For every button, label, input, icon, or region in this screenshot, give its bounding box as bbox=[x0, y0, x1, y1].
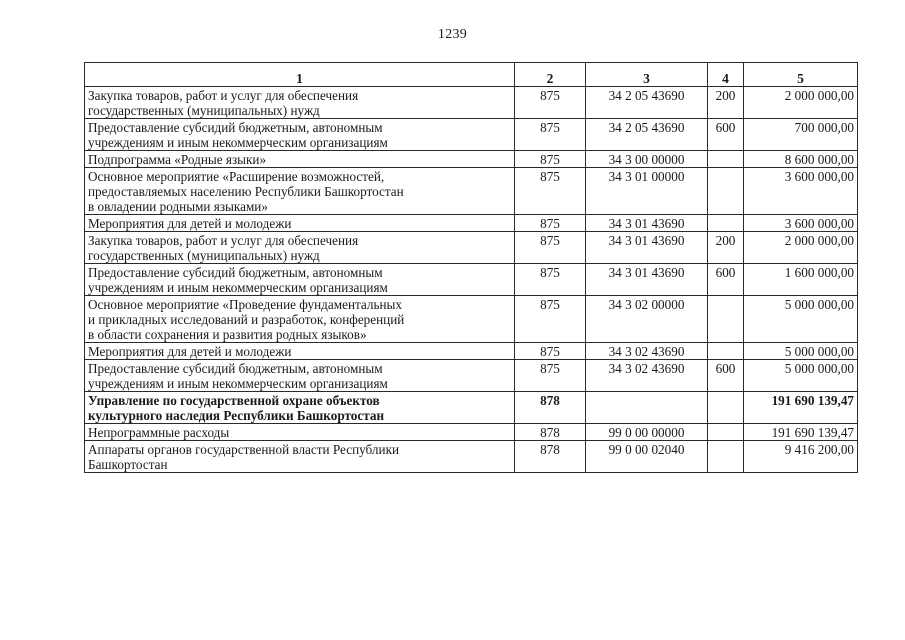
table-row bbox=[85, 264, 858, 296]
row-target-code bbox=[586, 392, 708, 424]
row-name bbox=[85, 296, 515, 343]
table-row-agency bbox=[85, 392, 858, 424]
row-name-line: учреждениям и иным некоммерческим организациям bbox=[88, 376, 388, 391]
row-name bbox=[85, 168, 515, 215]
row-target-code: 34 2 05 43690 bbox=[586, 119, 708, 151]
row-expense-type bbox=[708, 343, 744, 360]
row-amount: 5 000 000,00 bbox=[744, 343, 858, 360]
row-target-code: 34 3 01 43690 bbox=[586, 215, 708, 232]
row-admin-code: 875 bbox=[515, 215, 586, 232]
row-amount: 2 000 000,00 bbox=[744, 232, 858, 264]
row-target-code: 34 3 01 43690 bbox=[586, 264, 708, 296]
row-expense-type: 600 bbox=[708, 119, 744, 151]
row-name-line: Предоставление субсидий бюджетным, автономным bbox=[88, 361, 383, 376]
header-col-2: 2 bbox=[515, 63, 586, 87]
row-name-line: Мероприятия для детей и молодежи bbox=[88, 216, 292, 231]
row-name-line: Основное мероприятие «Расширение возможностей, bbox=[88, 169, 385, 184]
table-row bbox=[85, 424, 858, 441]
row-amount: 191 690 139,47 bbox=[744, 392, 858, 424]
row-name bbox=[85, 264, 515, 296]
row-target-code: 34 2 05 43690 bbox=[586, 87, 708, 119]
header-col-5: 5 bbox=[744, 63, 858, 87]
row-admin-code: 878 bbox=[515, 424, 586, 441]
row-target-code: 34 3 02 00000 bbox=[586, 296, 708, 343]
row-amount: 8 600 000,00 bbox=[744, 151, 858, 168]
row-expense-type bbox=[708, 441, 744, 473]
row-name bbox=[85, 441, 515, 473]
row-amount: 5 000 000,00 bbox=[744, 296, 858, 343]
row-expense-type bbox=[708, 215, 744, 232]
header-col-1: 1 bbox=[85, 63, 515, 87]
row-target-code: 34 3 00 00000 bbox=[586, 151, 708, 168]
row-admin-code: 875 bbox=[515, 360, 586, 392]
row-name bbox=[85, 215, 515, 232]
row-amount: 191 690 139,47 bbox=[744, 424, 858, 441]
row-admin-code: 875 bbox=[515, 264, 586, 296]
row-name bbox=[85, 151, 515, 168]
table-row bbox=[85, 119, 858, 151]
row-admin-code: 875 bbox=[515, 87, 586, 119]
row-expense-type: 600 bbox=[708, 360, 744, 392]
row-name bbox=[85, 119, 515, 151]
row-expense-type bbox=[708, 392, 744, 424]
row-name-line: Закупка товаров, работ и услуг для обеспечения bbox=[88, 88, 359, 103]
row-name-line: учреждениям и иным некоммерческим организациям bbox=[88, 135, 388, 150]
row-admin-code: 878 bbox=[515, 441, 586, 473]
row-name-line: Основное мероприятие «Проведение фундаментальных bbox=[88, 297, 402, 312]
row-admin-code: 875 bbox=[515, 119, 586, 151]
row-target-code: 34 3 01 43690 bbox=[586, 232, 708, 264]
header-col-3: 3 bbox=[586, 63, 708, 87]
row-name-line: Аппараты органов государственной власти Республики bbox=[88, 442, 400, 457]
row-expense-type bbox=[708, 168, 744, 215]
row-target-code: 34 3 02 43690 bbox=[586, 343, 708, 360]
row-name-line: в овладении родными языками» bbox=[88, 199, 268, 214]
row-name-line: Управление по государственной охране объектов bbox=[88, 393, 380, 408]
row-name-line: учреждениям и иным некоммерческим организациям bbox=[88, 280, 388, 295]
row-name bbox=[85, 343, 515, 360]
row-admin-code: 875 bbox=[515, 232, 586, 264]
row-name bbox=[85, 392, 515, 424]
row-target-code: 99 0 00 02040 bbox=[586, 441, 708, 473]
row-name bbox=[85, 87, 515, 119]
row-amount: 700 000,00 bbox=[744, 119, 858, 151]
row-admin-code: 878 bbox=[515, 392, 586, 424]
row-expense-type: 200 bbox=[708, 87, 744, 119]
table-row bbox=[85, 215, 858, 232]
row-name bbox=[85, 232, 515, 264]
row-amount: 3 600 000,00 bbox=[744, 215, 858, 232]
row-name-line: предоставляемых населению Республики Башкортостан bbox=[88, 184, 404, 199]
row-admin-code: 875 bbox=[515, 168, 586, 215]
row-name-line: культурного наследия Республики Башкортостан bbox=[88, 408, 385, 423]
row-expense-type bbox=[708, 424, 744, 441]
row-admin-code: 875 bbox=[515, 151, 586, 168]
row-amount: 2 000 000,00 bbox=[744, 87, 858, 119]
row-admin-code: 875 bbox=[515, 296, 586, 343]
row-name-line: Закупка товаров, работ и услуг для обеспечения bbox=[88, 233, 359, 248]
table-row bbox=[85, 168, 858, 215]
table-row bbox=[85, 360, 858, 392]
row-name bbox=[85, 360, 515, 392]
table-row bbox=[85, 296, 858, 343]
row-name-line: в области сохранения и развития родных языков» bbox=[88, 327, 367, 342]
row-expense-type: 600 bbox=[708, 264, 744, 296]
row-name-line: государственных (муниципальных) нужд bbox=[88, 248, 320, 263]
row-target-code: 34 3 02 43690 bbox=[586, 360, 708, 392]
row-name-line: Предоставление субсидий бюджетным, автономным bbox=[88, 120, 383, 135]
table-row bbox=[85, 151, 858, 168]
row-target-code: 34 3 01 00000 bbox=[586, 168, 708, 215]
row-expense-type bbox=[708, 151, 744, 168]
table-row bbox=[85, 343, 858, 360]
header-col-4: 4 bbox=[708, 63, 744, 87]
table-header-row bbox=[85, 63, 858, 87]
row-name-line: Непрограммные расходы bbox=[88, 425, 230, 440]
row-name bbox=[85, 424, 515, 441]
row-amount: 9 416 200,00 bbox=[744, 441, 858, 473]
row-admin-code: 875 bbox=[515, 343, 586, 360]
row-amount: 3 600 000,00 bbox=[744, 168, 858, 215]
row-name-line: и прикладных исследований и разработок, конференций bbox=[88, 312, 405, 327]
row-name-line: Башкортостан bbox=[88, 457, 168, 472]
row-name-line: Мероприятия для детей и молодежи bbox=[88, 344, 292, 359]
table-row bbox=[85, 232, 858, 264]
table-row bbox=[85, 87, 858, 119]
row-name-line: государственных (муниципальных) нужд bbox=[88, 103, 320, 118]
budget-table bbox=[84, 62, 858, 473]
row-expense-type bbox=[708, 296, 744, 343]
row-amount: 1 600 000,00 bbox=[744, 264, 858, 296]
table-row bbox=[85, 441, 858, 473]
row-name-line: Предоставление субсидий бюджетным, автономным bbox=[88, 265, 383, 280]
row-target-code: 99 0 00 00000 bbox=[586, 424, 708, 441]
row-amount: 5 000 000,00 bbox=[744, 360, 858, 392]
row-expense-type: 200 bbox=[708, 232, 744, 264]
page-number: 1239 bbox=[437, 27, 468, 42]
row-name-line: Подпрограмма «Родные языки» bbox=[88, 152, 267, 167]
